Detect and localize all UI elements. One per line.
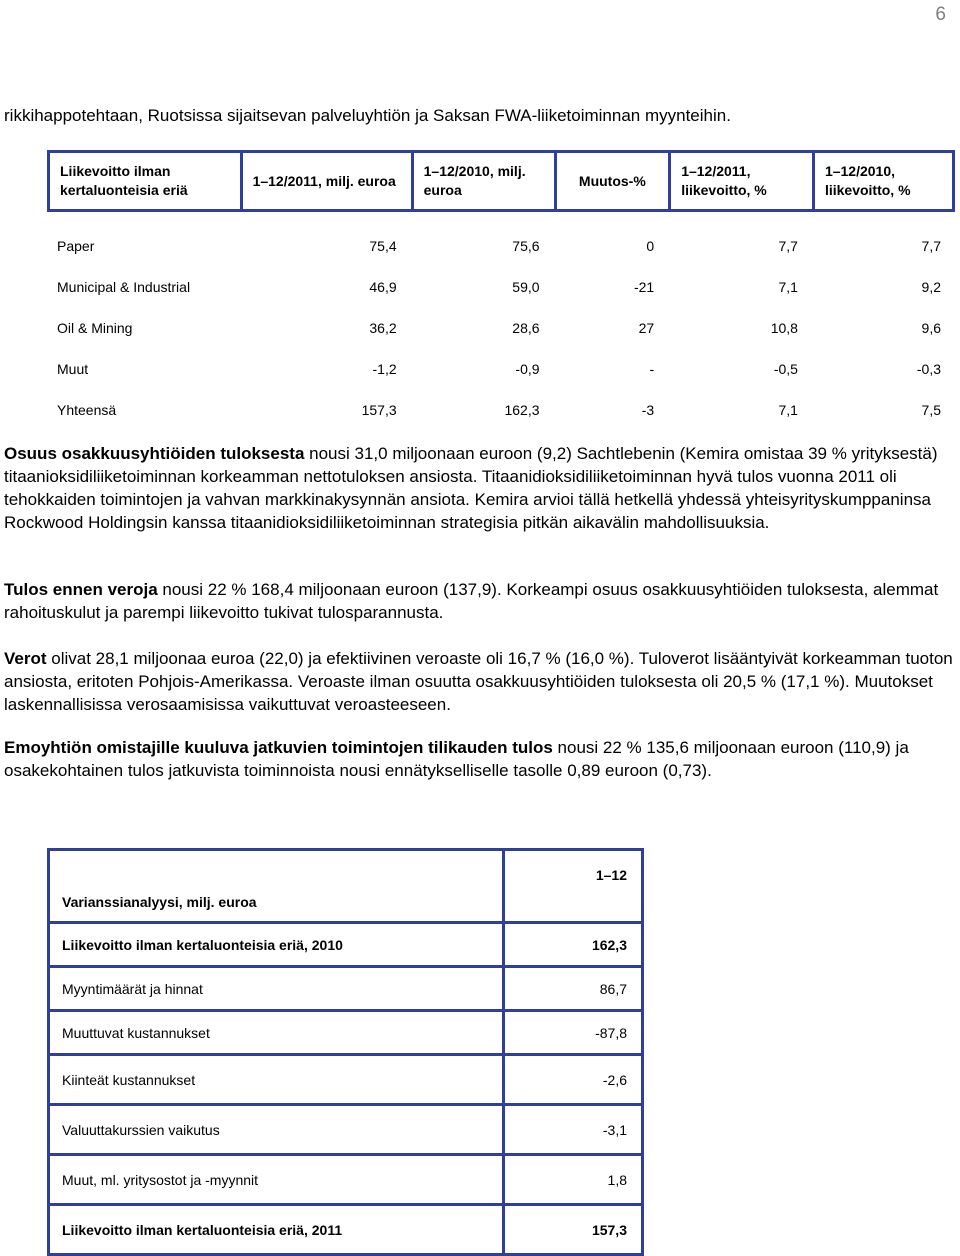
- cell-2010-margin: 9,6: [921, 319, 941, 336]
- cell-2011-margin: 7,7: [778, 238, 798, 254]
- row-label: Paper: [57, 238, 95, 254]
- table-row: [49, 1105, 643, 1155]
- row-value: -3,1: [504, 1105, 643, 1155]
- column-header-2010-margin: 1–12/2010, liikevoitto, %: [812, 150, 955, 212]
- intro-text: rikkihappotehtaan, Ruotsissa sijaitsevan palveluyhtiön ja Saksan FWA-liiketoiminnan myynteihin.: [4, 106, 731, 125]
- row-label: Oil & Mining: [57, 319, 133, 336]
- cell-2010-meur: -0,9: [515, 360, 540, 377]
- cell-2011-meur: 46,9: [369, 278, 397, 295]
- cell-2011-meur: -1,2: [372, 360, 397, 377]
- table-row-total: [49, 1205, 643, 1255]
- row-label: Yhteensä: [57, 401, 117, 418]
- cell-2011-margin: 10,8: [770, 319, 798, 336]
- table-row: [47, 266, 955, 307]
- table-header-row: [47, 150, 955, 212]
- paragraph-body: nousi 22 % 168,4 miljoonaan euroon (137,9). Korkeampi osuus osakkuusyhtiöiden tuloksesta, alemmat rahoituskulut ja parempi liikevoitto tukivat tulosparannusta.: [4, 580, 939, 622]
- cell-2011-meur: 36,2: [369, 319, 397, 336]
- row-label: Muuttuvat kustannukset: [49, 1011, 504, 1055]
- paragraph-body: nousi 31,0 miljoonaan euroon (9,2) Sachtlebenin (Kemira omistaa 39 % yrityksestä) titaanioksidiliiketoiminnan korkeamman nettotuloksen ansiosta. Titaanidioksidiliiketoiminnan hyvä tulos vuonna 2011 oli tehokkaiden toimintojen ja vahvan markkinakysynnän ansiota. Kemira arvioi tällä hetkellä yhdessä yhteisyrityskumppaninsa Rockwood Holdingsin kanssa titaanidioksidiliiketoiminnan strategisia pitkän aikavälin mahdollisuuksia.: [4, 444, 938, 532]
- cell-2010-margin: 7,5: [921, 401, 941, 418]
- cell-2010-meur: 75,6: [512, 238, 540, 254]
- variance-analysis-table: [47, 848, 644, 1256]
- row-value: 162,3: [504, 923, 643, 967]
- row-value: 86,7: [504, 967, 643, 1011]
- cell-2010-meur: 162,3: [504, 401, 540, 418]
- cell-change-pct: -: [649, 360, 655, 377]
- page-number: 6: [935, 4, 946, 25]
- column-header-2011-meur: 1–12/2011, milj. euroa: [240, 150, 411, 212]
- row-label: Muut: [57, 360, 89, 377]
- row-label: Myyntimäärät ja hinnat: [49, 967, 504, 1011]
- paragraph-lead: Emoyhtiön omistajille kuuluva jatkuvien toimintojen tilikauden tulos: [4, 738, 553, 757]
- cell-change-pct: -3: [641, 401, 655, 418]
- row-value: 1,8: [504, 1155, 643, 1205]
- table-row: [49, 1055, 643, 1105]
- paragraph-body: olivat 28,1 miljoonaa euroa (22,0) ja efektiivinen veroaste oli 16,7 % (16,0 %). Tuloverot lisääntyivät korkeamman tuoton ansiosta, eritoten Pohjois-Amerikassa. Veroaste ilman osuutta osakkuusyhtiöiden tuloksesta oli 20,5 % (17,1 %). Muutokset laskennallisissa verosaamisissa vaikuttuvat veroasteeseen.: [4, 649, 953, 714]
- cell-2011-margin: -0,5: [773, 360, 798, 377]
- column-header-segment: Liikevoitto ilman kertaluonteisia eriä: [47, 150, 240, 212]
- table-row: [47, 348, 955, 389]
- cell-2010-margin: 9,2: [921, 278, 941, 295]
- row-label: Municipal & Industrial: [57, 278, 191, 295]
- paragraph-lead: Tulos ennen veroja: [4, 580, 158, 599]
- paragraph-lead: Osuus osakkuusyhtiöiden tuloksesta: [4, 444, 305, 463]
- table-header-row: [49, 850, 643, 923]
- cell-change-pct: 27: [638, 319, 655, 336]
- paragraph-profit-before-tax: [4, 578, 954, 624]
- variance-header-label: Varianssianalyysi, milj. euroa: [49, 850, 504, 923]
- table-row: [49, 967, 643, 1011]
- row-label: Liikevoitto ilman kertaluonteisia eriä, 2010: [49, 923, 504, 967]
- row-value: -2,6: [504, 1055, 643, 1105]
- cell-2011-margin: 7,1: [778, 401, 798, 418]
- paragraph-net-profit: [4, 736, 954, 782]
- column-header-2010-meur: 1–12/2010, milj. euroa: [411, 150, 554, 212]
- segment-operating-profit-table: [47, 150, 955, 430]
- cell-2010-margin: -0,3: [916, 360, 941, 377]
- paragraph-body: nousi 22 % 135,6 miljoonaan euroon (110,9) ja osakekohtainen tulos jatkuvista toiminnoista nousi ennätykselliselle tasolle 0,89 euroon (0,73).: [4, 738, 909, 780]
- row-value: -87,8: [504, 1011, 643, 1055]
- table-row: [49, 923, 643, 967]
- row-value: 157,3: [504, 1205, 643, 1255]
- table-row: [49, 1011, 643, 1055]
- cell-2010-meur: 28,6: [512, 319, 540, 336]
- cell-2011-meur: 157,3: [361, 401, 397, 418]
- row-label: Kiinteät kustannukset: [49, 1055, 504, 1105]
- row-label: Liikevoitto ilman kertaluonteisia eriä, 2011: [49, 1205, 504, 1255]
- cell-2010-meur: 59,0: [512, 278, 540, 295]
- table-row-total: [47, 389, 955, 430]
- table-row: [49, 1155, 643, 1205]
- row-label: Valuuttakurssien vaikutus: [49, 1105, 504, 1155]
- paragraph-lead: Verot: [4, 649, 47, 668]
- column-header-change-pct: Muutos-%: [554, 150, 669, 212]
- cell-2010-margin: 7,7: [921, 238, 941, 254]
- paragraph-taxes: [4, 647, 954, 716]
- table-row: [47, 307, 955, 348]
- column-header-2011-margin: 1–12/2011, liikevoitto, %: [668, 150, 812, 212]
- cell-change-pct: 0: [646, 238, 655, 254]
- cell-2011-margin: 7,1: [778, 278, 798, 295]
- table-row: [47, 212, 955, 266]
- row-label: Muut, ml. yritysostot ja -myynnit: [49, 1155, 504, 1205]
- paragraph-associated-companies: [4, 442, 954, 534]
- cell-2011-meur: 75,4: [369, 238, 397, 254]
- cell-change-pct: -21: [633, 278, 655, 295]
- variance-header-period: 1–12: [504, 850, 643, 923]
